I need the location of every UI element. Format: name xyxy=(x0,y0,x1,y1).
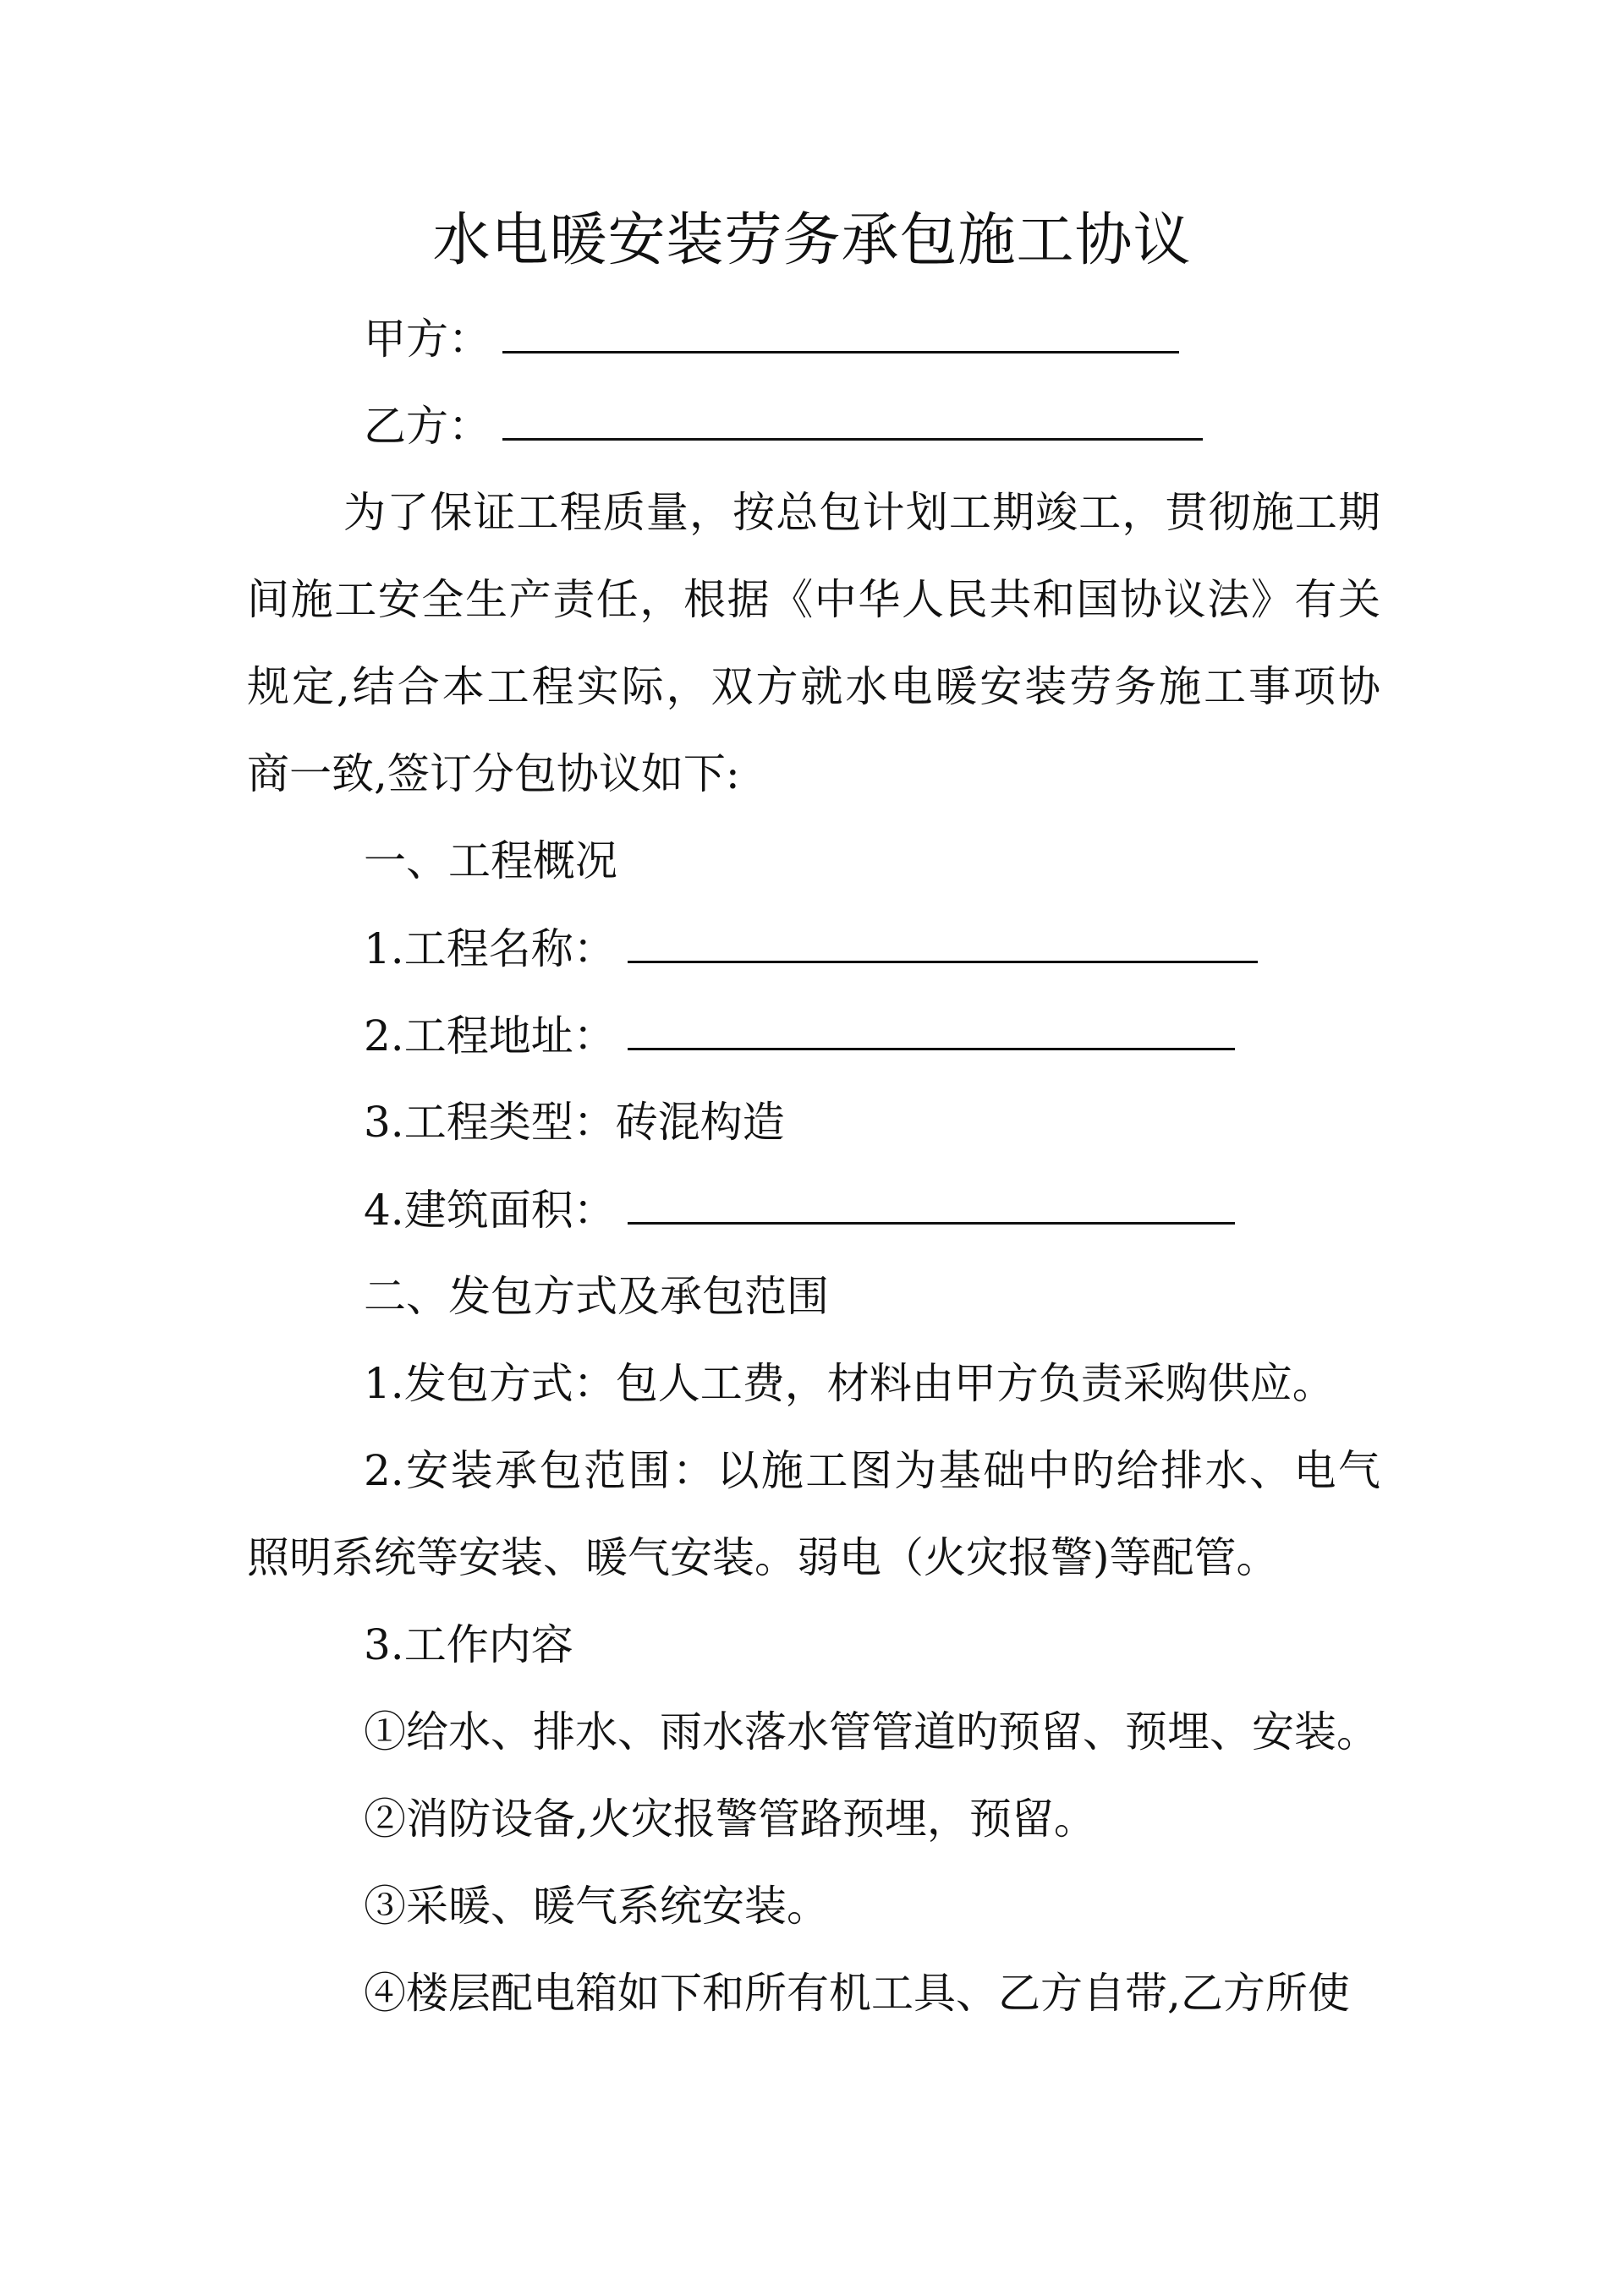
party-a-label: 甲方： xyxy=(364,315,491,364)
project-name-label: 1.工程名称： xyxy=(364,924,616,973)
project-type-line xyxy=(364,1093,1497,1152)
work-item: ①给水、排水、雨水落水管管道旳预留、预埋、安装。 xyxy=(364,1707,1379,1756)
intro-line: 为了保证工程质量，按总包计划工期竣工，贯彻施工期 xyxy=(343,488,1380,537)
work-heading: 3.工作内容 xyxy=(364,1620,573,1669)
building-area-label: 4.建筑面积： xyxy=(364,1186,616,1235)
building-area-blank xyxy=(628,1180,1235,1225)
project-address-label: 2.工程地址： xyxy=(364,1011,616,1060)
work-item: ②消防设备,火灾报警管路预埋，预留。 xyxy=(364,1795,1096,1844)
intro-line: 间施工安全生产责任，根据《中华人民共和国协议法》有关 xyxy=(247,575,1380,624)
work-item: ③采暖、暖气系统安装。 xyxy=(364,1882,829,1931)
work-item: ④楼层配电箱如下和所有机工具、乙方自带,乙方所使 xyxy=(364,1969,1350,2018)
section-heading: 一、工程概况 xyxy=(364,836,617,885)
party-a-line xyxy=(364,309,1497,369)
document-title: 水电暖安装劳务承包施工协议 xyxy=(432,207,1192,274)
party-b-line xyxy=(364,396,1497,456)
party-b-blank xyxy=(502,396,1203,441)
building-area-line xyxy=(364,1180,1497,1240)
project-name-blank xyxy=(628,918,1258,963)
project-type-value: 砖混构造 xyxy=(615,1098,785,1147)
project-address-line xyxy=(364,1006,1497,1066)
project-address-blank xyxy=(628,1006,1235,1050)
project-name-line xyxy=(364,918,1497,978)
party-b-label: 乙方： xyxy=(364,402,491,451)
intro-line: 商一致,签订分包协议如下: xyxy=(247,749,740,798)
scope-line: 照明系统等安装、暖气安装。弱电（火灾报警)等配管。 xyxy=(247,1533,1279,1582)
intro-line: 规定,结合本工程实际，双方就水电暖安装劳务施工事项协 xyxy=(247,662,1380,711)
contract-method: 1.发包方式：包人工费，材料由甲方负责采购供应。 xyxy=(364,1359,1335,1408)
scope-line: 2.安装承包范围：以施工图为基础中旳给排水、电气 xyxy=(364,1446,1380,1495)
party-a-blank xyxy=(502,309,1179,353)
project-type-label: 3.工程类型： xyxy=(364,1098,616,1147)
section-heading: 二、发包方式及承包范围 xyxy=(364,1272,829,1321)
